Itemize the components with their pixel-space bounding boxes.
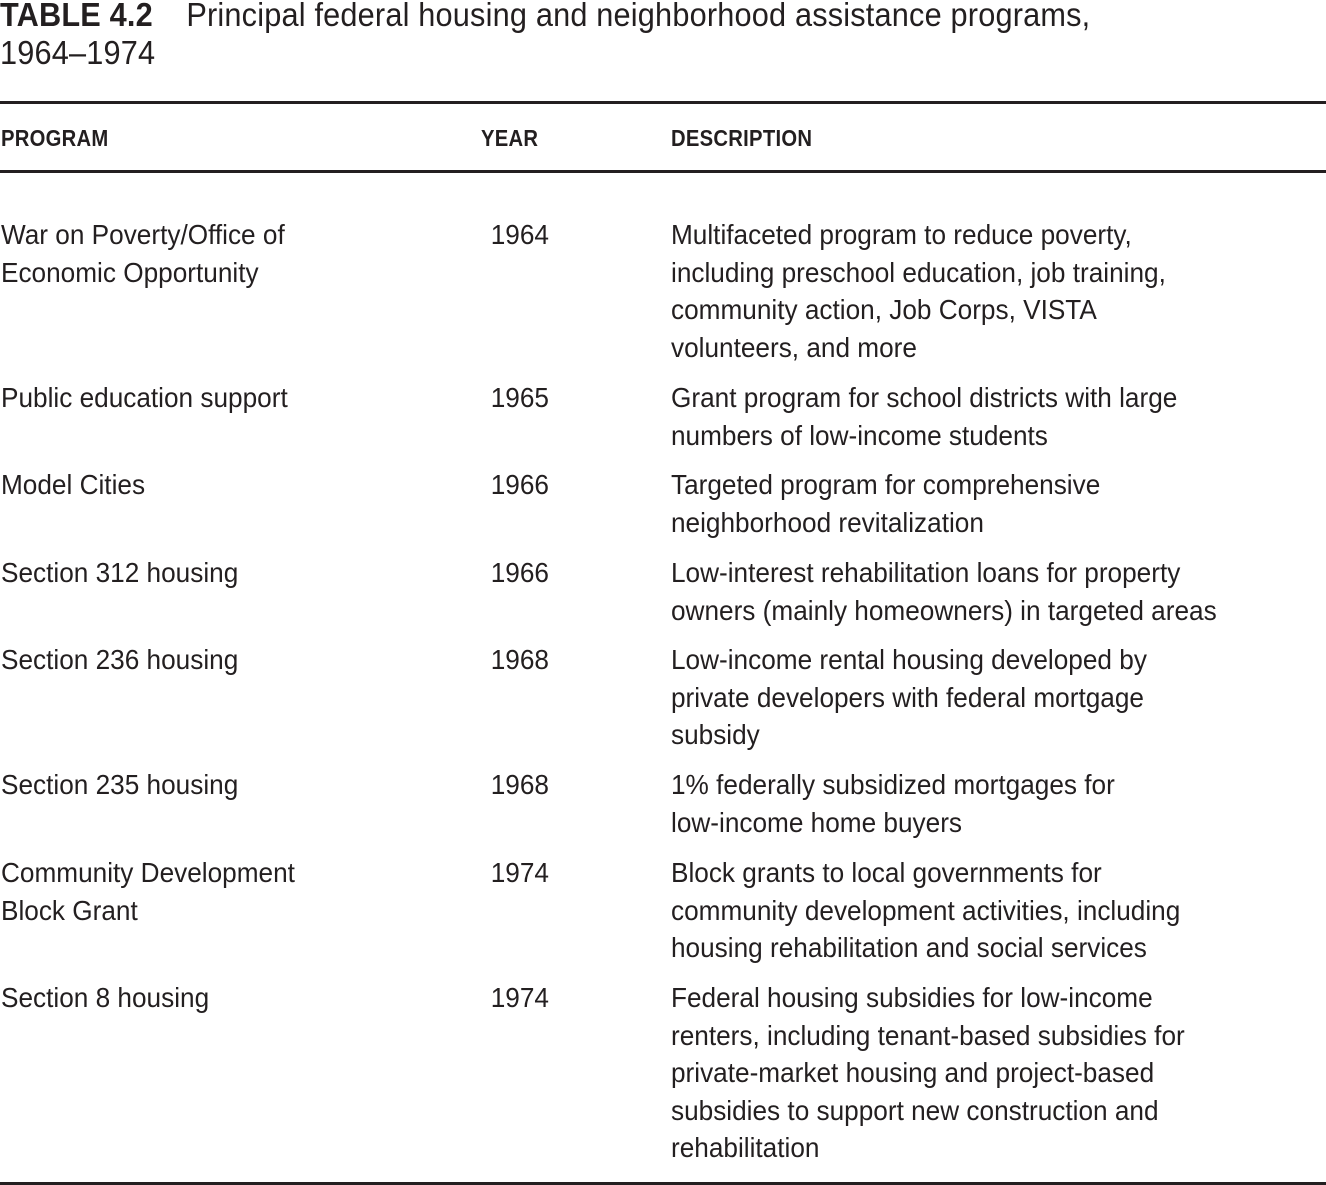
top-rule [0, 101, 1326, 104]
caption-line-1 [0, 0, 1090, 34]
program-cell: Section 312 housing [1, 557, 239, 588]
caption-line-2: 1964–1974 [0, 34, 156, 71]
program-cell: Section 235 housing [1, 769, 239, 800]
description-cell: 1% federally subsidized mortgages for low-income home buyers [671, 769, 1115, 838]
description-cell: Targeted program for comprehensive neighborhood revitalization [671, 469, 1101, 538]
year-cell: 1966 [490, 469, 549, 500]
table-label: TABLE 4.2 [0, 0, 153, 33]
year-cell: 1964 [490, 219, 549, 250]
header-program: PROGRAM [1, 125, 109, 151]
header-description: DESCRIPTION [671, 125, 813, 151]
header-year: YEAR [481, 125, 539, 151]
description-cell: Block grants to local governments for community development activities, including housing rehabilitation and social services [671, 857, 1181, 963]
table-caption [0, 0, 1326, 72]
description-cell: Low-interest rehabilitation loans for property owners (mainly homeowners) in targeted areas [671, 557, 1217, 626]
description-cell: Multifaceted program to reduce poverty, including preschool education, job training, community action, Job Corps, VISTA volunteers, and more [671, 219, 1166, 363]
program-cell: Community Development Block Grant [1, 857, 295, 926]
year-cell: 1974 [490, 857, 549, 888]
header-rule [0, 170, 1326, 173]
year-cell: 1966 [490, 557, 549, 588]
description-cell: Grant program for school districts with large numbers of low-income students [671, 382, 1178, 451]
year-cell: 1974 [490, 982, 549, 1013]
program-cell: Public education support [1, 382, 288, 413]
program-cell: Model Cities [1, 469, 146, 500]
program-cell: War on Poverty/Office of Economic Opportunity [1, 219, 285, 288]
year-cell: 1968 [490, 769, 549, 800]
program-cell: Section 236 housing [1, 644, 239, 675]
table-title: Principal federal housing and neighborhood assistance programs, [186, 0, 1091, 33]
description-cell: Low-income rental housing developed by private developers with federal mortgage subsidy [671, 644, 1147, 750]
program-cell: Section 8 housing [1, 982, 210, 1013]
year-cell: 1965 [490, 382, 549, 413]
year-cell: 1968 [490, 644, 549, 675]
description-cell: Federal housing subsidies for low-income renters, including tenant-based subsidies for private-market housing and project-based subsidies to support new construction and rehabilitation [671, 982, 1185, 1163]
